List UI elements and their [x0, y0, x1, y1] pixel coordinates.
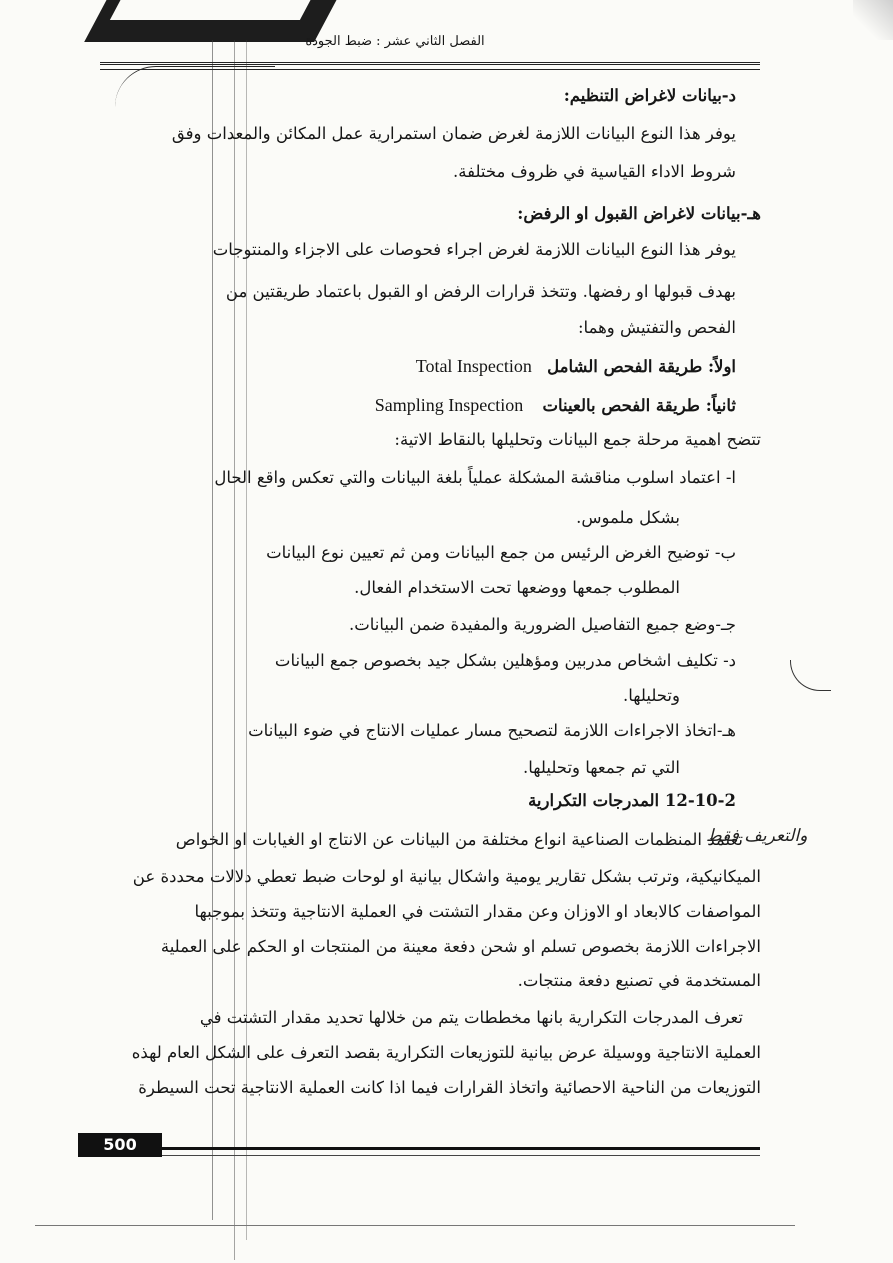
list-item-line: هـ-اتخاذ الاجراءات اللازمة لتصحيح مسار عمليات الانتاج في ضوء البيانات	[248, 721, 736, 740]
paragraph-line: المواصفات كالابعاد او الاوزان وعن مقدار التشتت في العملية الانتاجية وتتخذ بموجبها	[194, 902, 761, 921]
paragraph-line: يوفر هذا النوع البيانات اللازمة لغرض اجراء فحوصات على الاجزاء والمنتوجات	[212, 240, 736, 259]
handwritten-mark	[790, 660, 831, 691]
footer-rule	[78, 1147, 760, 1150]
section-heading-d: د-بيانات لاغراض التنظيم:	[563, 86, 736, 105]
list-item-line: المطلوب جمعها ووضعها تحت الاستخدام الفعال.	[354, 578, 680, 597]
footer-rule	[160, 1155, 760, 1156]
list-item-line: جـ-وضع جميع التفاصيل الضرورية والمفيدة ضمن البيانات.	[348, 615, 736, 634]
paragraph-line: المستخدمة في تصنيع دفعة منتجات.	[517, 971, 761, 990]
method-english: Total Inspection	[415, 356, 532, 376]
paragraph-line: العملية الانتاجية ووسيلة عرض بيانية للتوزيعات التكرارية بقصد التعرف على الشكل العام لهذه	[131, 1043, 761, 1062]
paragraph-line: بهدف قبولها او رفضها. وتتخذ قرارات الرفض او القبول باعتماد طريقتين من	[225, 282, 736, 301]
page-number: 500	[78, 1133, 162, 1157]
list-item-line: بشكل ملموس.	[576, 508, 680, 527]
method-total	[416, 357, 736, 376]
paragraph-line: يوفر هذا النوع البيانات اللازمة لغرض ضمان استمرارية عمل المكائن والمعدات وفق	[171, 124, 736, 143]
running-header: الفصل الثاني عشر : ضبط الجودة	[305, 34, 485, 49]
paragraph-line: شروط الاداء القياسية في ظروف مختلفة.	[453, 162, 736, 181]
paragraph-line: الميكانيكية، وترتب بشكل تقارير يومية واشكال بيانية او لوحات ضبط تعطي دلالات محددة عن	[132, 867, 761, 886]
list-item-line: التي تم جمعها وتحليلها.	[523, 758, 680, 777]
header-flourish	[115, 66, 275, 107]
list-item-line: د- تكليف اشخاص مدربين ومؤهلين بشكل جيد بخصوص جمع البيانات	[274, 651, 736, 670]
list-item-line: وتحليلها.	[623, 686, 680, 705]
scan-shadow-corner	[853, 0, 893, 40]
importance-intro: تتضح اهمية مرحلة جمع البيانات وتحليلها بالنقاط الاتية:	[394, 430, 761, 449]
list-item-line: ب- توضيح الغرض الرئيس من جمع البيانات ومن ثم تعيين نوع البيانات	[266, 543, 736, 562]
paragraph-line: الفحص والتفتيش وهما:	[577, 318, 736, 337]
handwritten-margin-note: والتعريف فقط	[706, 826, 808, 846]
paragraph-line: الاجراءات اللازمة بخصوص تسلم او شحن دفعة معينة من المنتجات او الحكم على العملية	[160, 937, 761, 956]
scan-edge-line	[35, 1225, 795, 1226]
section-heading-histograms: 12-10-2 المدرجات التكرارية	[528, 791, 736, 810]
section-heading-h: هـ-بيانات لاغراض القبول او الرفض:	[517, 204, 761, 223]
list-item-line: ا- اعتماد اسلوب مناقشة المشكلة عملياً بلغة البيانات والتي تعكس واقع الحال	[214, 468, 736, 487]
method-english: Sampling Inspection	[374, 395, 524, 415]
paragraph-line: تعرف المدرجات التكرارية بانها مخططات يتم من خلالها تحديد مقدار التشتت في	[199, 1008, 743, 1027]
method-label: اولاً: طريقة الفحص الشامل	[547, 357, 736, 376]
method-label: ثانياً: طريقة الفحص بالعينات	[542, 396, 736, 415]
method-sampling	[375, 396, 736, 415]
paragraph-line: التوزيعات من الناحية الاحصائية واتخاذ القرارات فيما اذا كانت العملية الانتاجية تحت السيطرة	[138, 1078, 761, 1097]
paragraph-line: تعتمد المنظمات الصناعية انواع مختلفة من البيانات عن الانتاج او الغيابات او الخواص	[175, 830, 743, 849]
scan-streak	[234, 40, 235, 1260]
